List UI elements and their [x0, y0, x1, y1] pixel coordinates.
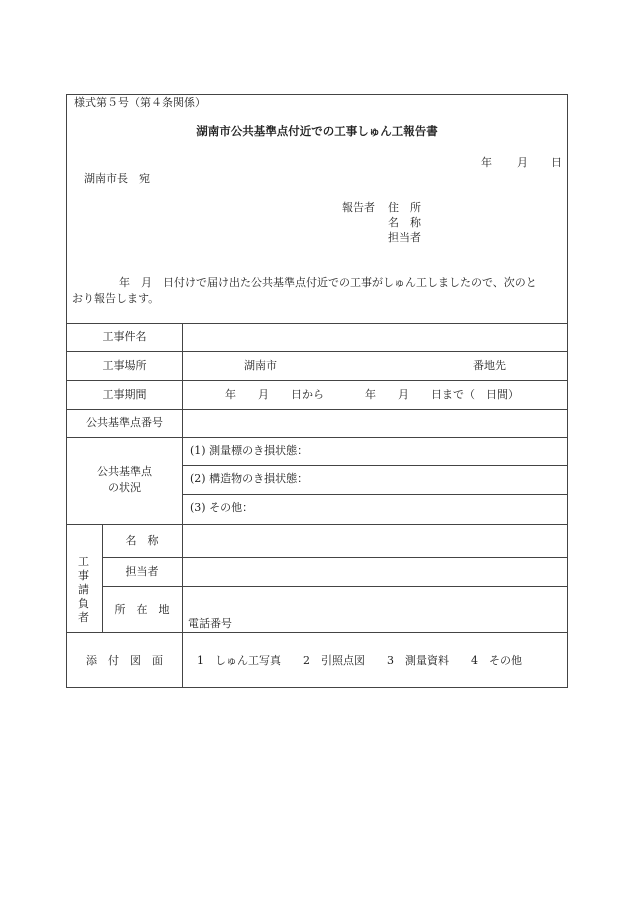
addressee: 湖南市長 宛 — [84, 172, 150, 185]
work-period-to: 年 月 日まで（ 日間） — [365, 388, 519, 401]
contractor-label-char: 者 — [78, 611, 89, 624]
contractor-label-char: 事 — [78, 569, 89, 582]
contractor-name-label: 名 称 — [125, 534, 159, 547]
reporter-name-label: 名 称 — [388, 216, 421, 229]
contractor-person-label: 担当者 — [125, 565, 159, 578]
body-text-line1: 年 月 日付けで届け出た公共基準点付近での工事がしゅん工しましたので、次のと — [119, 276, 537, 289]
contractor-label-char: 負 — [78, 597, 89, 610]
reporter-address-label: 住 所 — [388, 201, 421, 214]
phone-label: 電話番号 — [188, 617, 232, 630]
status-label-line2: の状況 — [108, 481, 141, 494]
work-name-label: 工事件名 — [102, 330, 147, 343]
reporter-label: 報告者 — [342, 201, 375, 214]
date-day: 日 — [551, 156, 562, 169]
work-place-city: 湖南市 — [244, 359, 277, 372]
work-period-from: 年 月 日から — [225, 388, 324, 401]
form-number-label: 様式第５号（第４条関係） — [74, 96, 206, 109]
contractor-label-char: 工 — [78, 555, 89, 568]
report-form — [66, 94, 568, 688]
body-text-line2: おり報告します。 — [72, 292, 160, 305]
contractor-label-char: 請 — [78, 583, 89, 596]
attachments-list: 1 しゅん工写真 2 引照点図 3 測量資料 4 その他 — [197, 654, 522, 667]
contractor-location-label: 所 在 地 — [114, 603, 170, 616]
attachments-label: 添 付 図 面 — [86, 654, 163, 667]
date-year: 年 — [481, 156, 492, 169]
work-place-label: 工事場所 — [102, 359, 147, 372]
point-number-label: 公共基準点番号 — [86, 416, 163, 429]
work-period-label: 工事期間 — [102, 388, 147, 401]
date-month: 月 — [517, 156, 528, 169]
status-item: (1) 測量標のき損状態： — [190, 444, 309, 457]
status-item: (2) 構造物のき損状態： — [190, 472, 309, 485]
status-item: (3) その他： — [190, 501, 254, 514]
work-place-suffix: 番地先 — [473, 359, 506, 372]
form-title: 湖南市公共基準点付近での工事しゅん工報告書 — [196, 124, 438, 138]
reporter-person-label: 担当者 — [388, 231, 421, 244]
status-label-line1: 公共基準点 — [97, 465, 152, 478]
